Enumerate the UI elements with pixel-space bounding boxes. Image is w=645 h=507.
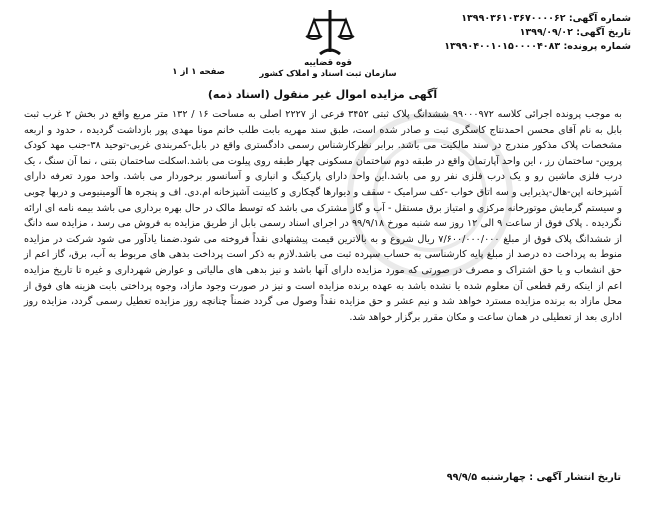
- org-line-2: سازمان ثبت اسناد و املاک کشور: [259, 69, 397, 79]
- organization-name: [258, 58, 398, 80]
- ad-number: شماره آگهی: ۱۳۹۹۰۳۶۱۰۳۶۷۰۰۰۰۶۲: [461, 13, 631, 24]
- notice-title: آگهی مزایده اموال غیر منقول (اسناد ذمه): [207, 88, 438, 101]
- page-number: صفحه ۱ از ۱: [172, 67, 225, 77]
- notice-body: به موجب پرونده اجرائی کلاسه ۹۹۰۰۰۹۷۲ ششدانگ پلاک ثبتی ۳۴۵۲ فرعی از ۲۲۲۷ اصلی به مساحت ۱۶ / ۱۳۲ متر مربع واقع در بخش ۲ غرب ثبت بابل به نام آقای محسن احمدنتاج کاسگری ثبت و صادر شده است، طبق سند مهریه بابت طلب خانم مونا مهدی پور بازداشت گردیده ، حدود و اربعه مشخصات پلاک مذکور مندرج در سند مالکیت می باشد. برابر نظرکارشناس رسمی دادگستری واقع در بابل-کمربندی غربی-توحید ۳۸-جنب مهد کودک پروین- ساختمان رز ، این واحد آپارتمان واقع در طبقه دوم ساختمان مسکونی چهار طبقه روی پیلوت می باشد.اسکلت ساختمان بتنی ، نما آن سنگ ، یک درب فلزی ماشین رو و یک درب فلزی نفر رو می باشد.این واحد دارای پارکینگ و انباری و آسانسور برخوردار می باشد. واحد مورد تعرفه دارای آشپزخانه اپن-هال-پذیرایی و سه اتاق خواب -کف سرامیک - سقف و دیوارها گچکاری و کابینت آشپزخانه ام.دی. اف و پنجره ها آلومینیومی و دربها چوبی و سیستم گرمایش موتورخانه مرکزی و امتیاز برق مستقل - آب و گاز مشترک می باشد که توسط مالک در حال بهره برداری می باشد بیمه نامه ای ارائه نگردیده . پلاک فوق از ساعت ۹ الی ۱۲ روز سه شنبه مورخ ۹۹/۹/۱۸ در اجرای اسناد رسمی بابل از طریق مزایده به فروش می رسد ، مزایده سه دانگ از ششدانگ پلاک فوق از مبلغ ۷/۶۰۰/۰۰۰/۰۰۰ ریال شروع و به بالاترین قیمت پیشنهادی نقداً فروخته می شود.ضمنا یادآور می شود شرکت در مزایده منوط به پرداخت ده درصد از مبلغ پایه کارشناسی به حساب سپرده ثبت می باشد.لازم به ذکر است پرداخت بدهی های مربوط به آب، برق، گاز اعم از حق انشعاب و یا حق اشتراک و مصرف در صورتی که مورد مزایده دارای آنها باشد و نیز بدهی های مالیاتی و عوارض شهرداری و غیره تا تاریخ مزایده اعم از اینکه رقم قطعی آن معلوم شده یا نشده باشد به عهده برنده مزایده است و نیز در صورت وجود مازاد، وجوه پرداختی بابت هزینه های فوق از محل مازاد به برنده مزایده مسترد خواهد شد و نیم عشر و حق مزایده نقداً وصول می گردد ضمناً چنانچه روز مزایده تعطیل رسمی گردد، مزایده روز اداری بعد از تعطیلی در همان ساعت و مکان مقرر برگزار خواهد شد.: [24, 109, 623, 323]
- ad-date: تاریخ آگهی: ۱۳۹۹/۰۹/۰۲: [519, 27, 631, 38]
- org-line-1: قوه قضاییه: [304, 58, 352, 68]
- file-number: شماره پرونده: ۱۳۹۹۰۴۰۰۱۰۱۵۰۰۰۰۴۰۸۳: [444, 41, 631, 52]
- ad-meta: [401, 12, 631, 54]
- judiciary-emblem-icon: [300, 6, 360, 58]
- publish-date: تاریخ انتشار آگهی : چهارشنبه ۹۹/۹/۵: [446, 472, 621, 483]
